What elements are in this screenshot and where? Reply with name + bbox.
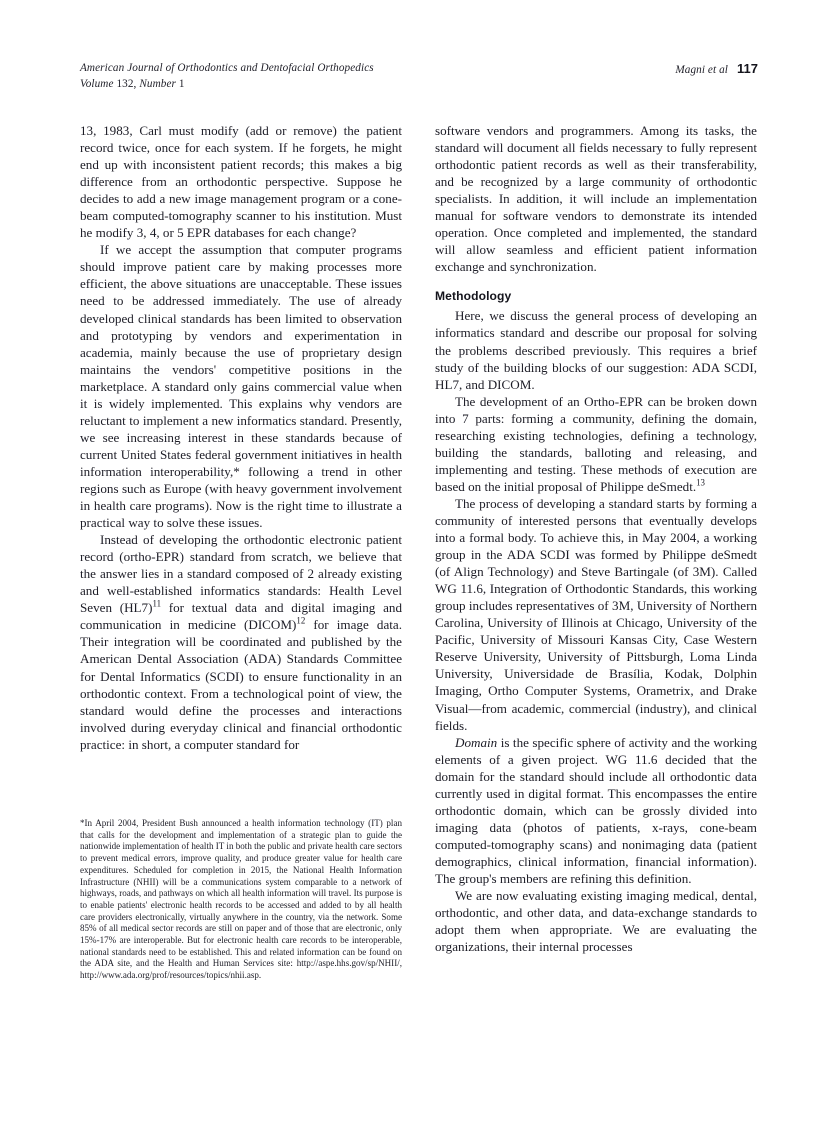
paragraph: The process of developing a standard starts by forming a community of interested persons that eventually develops into a formal body. To achieve this, in May 2004, a working group in the ADA SCDI was formed by Philippe deSmedt (of Align Technology) and Steve Bartingale (of 3M). Called WG 11.6, Integration of Orthodontic Standards, this working group includes representatives of 3M, University of Northern Carolina, University of Illinois at Chicago, University of the Pacific, University of Missouri Kansas City, Case Western Reserve University, University of Pittsburgh, Loma Linda University, Universidade de Brasília, Kodak, Dolphin Imaging, Ortho Computer Systems, Orametrix, and Drake Visual—from academic, commercial (industry), and clinical fields. <box>435 495 757 733</box>
reference-marker: 12 <box>296 616 306 626</box>
paragraph-text: The development of an Ortho-EPR can be broken down into 7 parts: forming a community, defining the domain, researching existing technologies, defining a technology, building the standards, balloting and releasing, and implementing and testing. These methods of execution are based on the initial proposal of Philippe deSmedt. <box>435 393 757 494</box>
number-label: Number <box>139 77 176 90</box>
reference-marker: 11 <box>152 598 162 609</box>
paragraph <box>435 393 757 495</box>
journal-volume-line <box>80 77 374 93</box>
footnote-text: *In April 2004, President Bush announced a health information technology (IT) plan that calls for the development and implementation of a strategic plan to guide the nationwide implementation of health IT in both the public and private health care sectors to prevent medical errors, improve quality, and produce greater value for health care expenditures. Scheduled for completion in 2015, the National Health Information Infrastructure (NHII) will be a communications system comparable to a network of highways, roads, and pathways on which all health information will travel. Its purpose is to enable patients' electronic health records to be accessed and added to by all health care providers electronically, virtually anywhere in the country, via the network. Some 85% of all medical sector records are still on paper and of those that are electronic, only 15%-17% are interoperable. But for electronic health care records to be interoperable, national standards need to be established. This and related information can be found on the ADA site, and the Health and Human Services site: http://aspe.hhs.gov/sp/NHII/, http://www.ada.org/prof/resources/topics/nhii.asp. <box>80 818 402 981</box>
footnote-block <box>80 818 402 982</box>
right-column <box>435 122 757 955</box>
journal-title-block <box>80 61 374 92</box>
paragraph-text: is the specific sphere of activity and the working elements of a given project. WG 11.6 decided that the domain for the standard should include all orthodontic data currently used in digital format. This encompasses the entire orthodontic domain, which can be grossly divided into imaging data (photos of patients, x-rays, cone-beam computed-tomography scans) and nonimaging data (patient demographics, clinical information, financial information). The group's members are refining this definition. <box>435 734 757 886</box>
paragraph-text: for textual data and digital imaging and communication in medicine (DICOM) <box>80 600 402 633</box>
paragraph: Here, we discuss the general process of developing an informatics standard and describe our proposal for solving the problems described previously. This requires a brief study of the building blocks of our suggestion: ADA SCDI, HL7, and DICOM. <box>435 308 757 392</box>
paragraph: software vendors and programmers. Among its tasks, the standard will document all fields necessary to fully represent orthodontic patient records as well as their transferability, and be recognized by a large community of orthodontic specialists. In addition, it will include an implementation manual for software vendors to demonstrate its intended operation. Once completed and implemented, the standard will allow seamless and efficient patient information exchange and synchronization. <box>435 123 757 275</box>
paragraph: 13, 1983, Carl must modify (add or remove) the patient record twice, once for each system. If he forgets, he might end up with inconsistent patient records; this makes a big difference from an orthodontic perspective. Suppose he decides to add a new image management program or a cone-beam computed-tomography scanner to his institution. Must he modify 3, 4, or 5 EPR databases for each change? <box>80 123 402 241</box>
author-citation: Magni et al <box>675 64 729 76</box>
term-domain: Domain <box>455 734 498 750</box>
paragraph: If we accept the assumption that computer programs should improve patient care by making processes more efficient, the above situations are unacceptable. These issues need to be addressed immediately. The use of already developed clinical standards has been limited to observation and prototyping by vendors and experimentation in academia, mainly because the use of proprietary design maintains the vendors' competitive positions in the marketplace. A standard only gains commercial value when it is widely implemented. This explains why vendors are reluctant to implement a new informatics standard. Presently, we see increasing interest in these standards because of current United States federal government initiatives in health information interoperability,* following a trend in other regions such as Europe (with heavy government involvement in health care programs). Now is the right time to illustrate a practical way to solve these issues. <box>80 242 402 531</box>
running-head <box>80 61 758 92</box>
paragraph <box>80 531 402 753</box>
paragraph-text: for image data. Their integration will be coordinated and published by the American Dental Association (ADA) Standards Committee for Dental Informatics (SCDI) to ensure functionality in an orthodontic context. From a technological point of view, the standard would define the processes and interactions involved during everyday clinical and financial orthodontic practice: in short, a computer standard for <box>80 617 402 752</box>
journal-title: American Journal of Orthodontics and Dentofacial Orthopedics <box>80 62 374 74</box>
reference-marker: 13 <box>696 477 705 488</box>
volume-value: 132, <box>116 77 137 90</box>
paragraph <box>435 734 757 887</box>
number-value: 1 <box>178 77 185 90</box>
running-head-right <box>675 61 758 76</box>
page-number: 117 <box>737 61 758 76</box>
section-heading-methodology: Methodology <box>435 289 512 304</box>
paragraph-text: Instead of developing the orthodontic electronic patient record (ortho-EPR) standard from scratch, we believe that the answer lies in a standard composed of 2 already existing and well-established informatics standards: Health Level Seven (HL7) <box>80 532 402 616</box>
paragraph: We are now evaluating existing imaging medical, dental, orthodontic, and other data, and data-exchange standards to adopt them when appropriate. We are evaluating the organizations, their internal processes <box>435 888 757 955</box>
volume-label: Volume <box>80 77 114 90</box>
